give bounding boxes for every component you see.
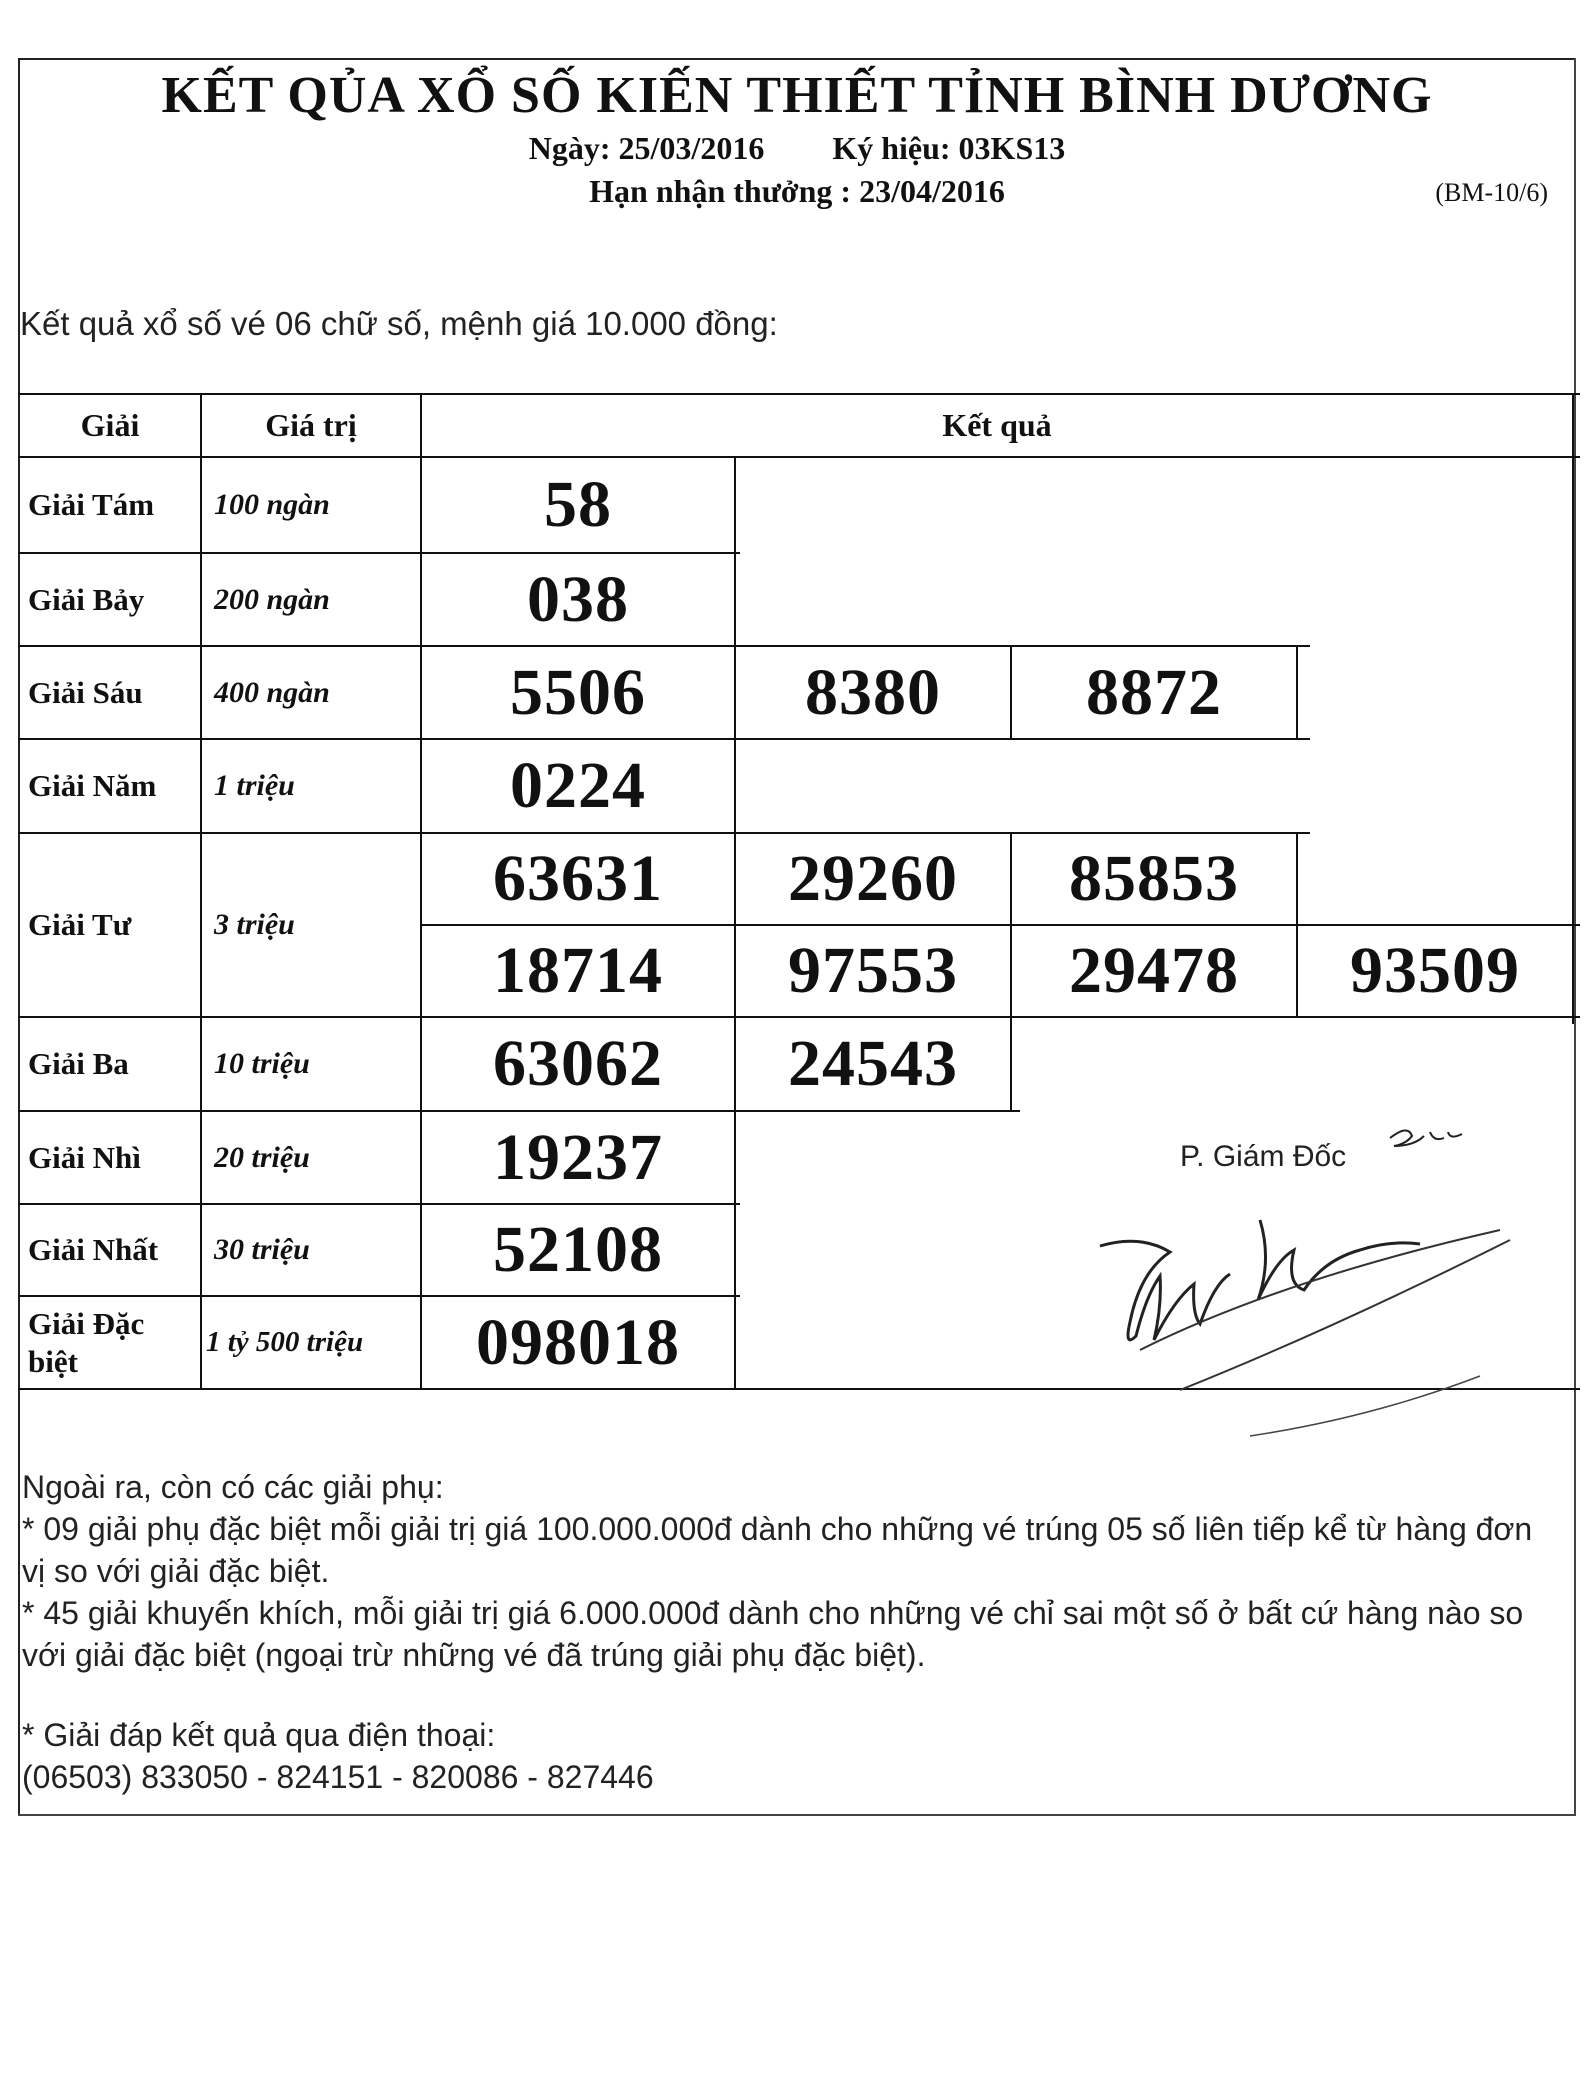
- page-frame-bottom: [18, 1814, 1576, 1816]
- col-header-results: Kết quả: [942, 407, 1052, 443]
- col-header-prize: Giải: [80, 407, 140, 443]
- prize-label: Giải Nhì: [28, 1139, 141, 1175]
- page-frame-right: [1574, 58, 1576, 1816]
- table-line: [1572, 393, 1574, 1024]
- ticket-code: Ký hiệu: 03KS13: [832, 130, 1066, 166]
- winning-number: 8872: [1086, 655, 1222, 729]
- prize-value: 30 triệu: [214, 1233, 310, 1266]
- winning-number: 0224: [510, 749, 646, 822]
- winning-number: 5506: [510, 655, 646, 729]
- winning-number: 58: [544, 468, 612, 541]
- winning-number: 52108: [493, 1213, 663, 1286]
- prize-label: Giải Năm: [28, 768, 157, 803]
- prize-label: Giải Nhất: [28, 1232, 159, 1267]
- winning-number: 18714: [493, 934, 663, 1007]
- winning-number: 038: [527, 562, 629, 636]
- notes-lead: Ngoài ra, còn có các giải phụ:: [22, 1469, 444, 1505]
- winning-number: 63631: [493, 842, 663, 915]
- claim-deadline: Hạn nhận thưởng : 23/04/2016: [589, 173, 1005, 209]
- prize-label: Giải Tám: [28, 487, 155, 522]
- winning-number: 85853: [1069, 842, 1239, 915]
- prize-value: 200 ngàn: [214, 582, 330, 616]
- winning-number: 8380: [805, 655, 941, 729]
- prize-label: Giải Tư: [28, 907, 132, 942]
- prize-value: 10 triệu: [214, 1047, 310, 1080]
- handwritten-signature: [1060, 1100, 1580, 1480]
- prize-value: 1 triệu: [214, 769, 295, 802]
- prize-value: 3 triệu: [214, 908, 295, 941]
- signatory-title: P. Giám Đốc: [1180, 1140, 1347, 1173]
- winning-number: 29478: [1069, 934, 1239, 1007]
- prize-label: Giải Bảy: [28, 581, 145, 617]
- notes-item: * 45 giải khuyến khích, mỗi giải trị giá 6.000.000đ dành cho những vé chỉ sai một số ở bất cứ hàng nào so với giải đặc biệt (ngoại trừ những vé đã trúng giải phụ đặc biệt).: [22, 1595, 1524, 1673]
- prize-value: 400 ngàn: [214, 675, 330, 709]
- winning-number: 63062: [493, 1027, 663, 1100]
- winning-number: 97553: [788, 934, 958, 1007]
- table-line: [1296, 645, 1298, 738]
- date-code-line: [0, 130, 1594, 167]
- winning-number: 19237: [493, 1120, 663, 1194]
- draw-date: Ngày: 25/03/2016: [528, 130, 765, 166]
- winning-number: 29260: [788, 842, 958, 915]
- winning-number: 098018: [476, 1305, 680, 1379]
- intro-text: Kết quả xổ số vé 06 chữ số, mệnh giá 10.000 đồng:: [20, 305, 778, 342]
- phone-label: * Giải đáp kết quả qua điện thoại:: [22, 1717, 496, 1753]
- winning-number: 93509: [1350, 934, 1520, 1007]
- prize-value: 20 triệu: [214, 1140, 310, 1174]
- prize-label: Giải Sáu: [28, 674, 143, 710]
- notes-section: [22, 1466, 1562, 1798]
- prize-label: Giải Ba: [28, 1046, 129, 1081]
- page-frame-top: [18, 58, 1576, 60]
- phone-numbers: (06503) 833050 - 824151 - 820086 - 827446: [22, 1759, 654, 1795]
- prize-value: 100 ngàn: [214, 488, 330, 521]
- table-line: [1010, 1016, 1012, 1110]
- col-header-value: Giá trị: [265, 407, 357, 443]
- document-title: KẾT QỦA XỔ SỐ KIẾN THIẾT TỈNH BÌNH DƯƠNG: [161, 67, 1433, 124]
- prize-label: Giải Đặc biệt: [28, 1305, 145, 1379]
- winning-number: 24543: [788, 1027, 958, 1100]
- prize-value: 1 tỷ 500 triệu: [206, 1326, 364, 1358]
- form-code: (BM-10/6): [1435, 178, 1548, 207]
- notes-item: * 09 giải phụ đặc biệt mỗi giải trị giá 100.000.000đ dành cho những vé trúng 05 số liên tiếp kể từ hàng đơn vị so với giải đặc biệt.: [22, 1511, 1533, 1589]
